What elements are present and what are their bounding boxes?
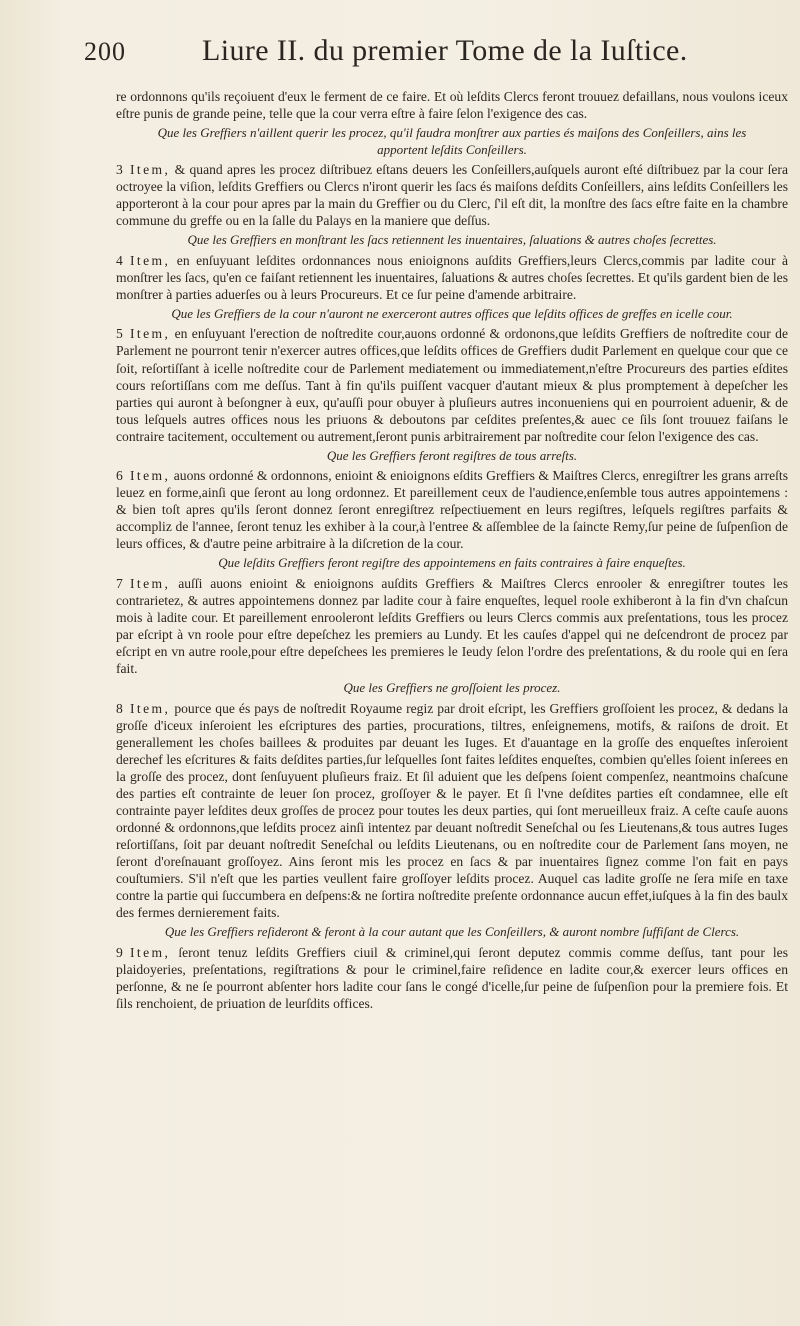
item-keyword: Item,	[130, 468, 171, 484]
section-heading: Que les Greffiers reſideront & feront à la cour autant que les Conſeillers, & auront nombre ſuffiſant de Clercs.	[164, 924, 740, 940]
article-text: en enſuyuant leſdites ordonnances nous enioignons auſdits Greffiers,leurs Clercs,commis par ladite cour à monſtrer les ſacs, qu'en ce faiſant retiennent les inuentaires, ſaluations & autres choſes ſecrettes. Et qu'ils gardent bien de les monſtrer à parties aduerſes ou à leurs Procureurs. Et ce ſur peine d'amende arbitraire.	[116, 252, 789, 302]
article-number: 8	[116, 700, 123, 716]
article-number: 6	[116, 468, 123, 484]
item-keyword: Item,	[130, 575, 171, 591]
continuation-paragraph: re ordonnons qu'ils reçoiuent d'eux le ferment de ce faire. Et où leſdits Clercs feront trouuez defaillans, nous voulons iceux eſtre punis de grande peine, telle que la cour verra eſtre à faire ſelon l'exigence des cas.	[116, 89, 788, 122]
article-number: 4	[116, 252, 123, 268]
article-paragraph	[116, 467, 788, 552]
article-text: ſeront tenuz leſdits Greffiers ciuil & criminel,qui ſeront deputez commis comme deſſus, tant pour les plaidoyeries, preſentations, regiſtrations & pour le criminel,faire reſidence en ladite cour,& exercer leurs offices en perſonne, & ne ſe pourront abſenter hors ladite cour ſans le congé d'icelle,ſur peine de ſuſpenſion pour la premiere fois. Et ſils renchoient, de priuation de leurſdits offices.	[116, 944, 788, 1012]
section-heading: Que leſdits Greffiers feront regiſtre des appointemens en faits contraires à faire enqueſtes.	[218, 555, 686, 571]
article-text: auons ordonné & ordonnons, enioint & enioignons eſdits Greffiers & Maiſtres Clercs, enregiſtrer les grans arreſts leuez en forme,ainſi que ſeront au long ordonnez. Et pareillement ceux de l'audience,enſemble tous autres appointemens : & bien toſt apres qu'ils ſeront donnez ſeront enregiſtrez reſpectiuement en leurs regiſtres, leſquels regiſtres parfaits & accompliz de l'annee, ſeront tenuz les exhiber à la cour,à l'entree & aſſemblee de la ſaincte Remy,ſur peine de ſuſpenſion de leurs offices, & d'autre peine arbitraire à la diſcretion de la cour.	[116, 468, 788, 552]
item-keyword: Item,	[130, 700, 171, 716]
article-paragraph	[116, 700, 788, 922]
article-paragraph	[116, 575, 788, 677]
article-paragraph	[116, 944, 788, 1012]
page-header	[80, 34, 780, 74]
article-paragraph	[116, 161, 788, 229]
article-text: pource que és pays de noſtredit Royaume regiz par droit eſcript, les Greffiers groſſoient les procez, & dedans la groſſe d'iceux inſeroient les eſcriptures des parties, procurations, tiltres, enſeignemens, motifs, & raiſons de droit. Et generallement les choſes baillees & produites par deuant les Iuges. Et d'auantage en la groſſe des enqueſtes inſeroient derechef les eſcritures & faits deſdites parties,ſur leſquelles ſont faites leſdites enqueſtes, combien qu'elles ſoient inſerees en la groſſe des procez, dont ſenſuyuent pluſieurs fraiz. Et ſil aduient que les deſpens ſoient compenſez, neantmoins chaſcune des parties eſt contrainte de leuer ſon procez, groſſoyer & le payer. Et ſi l'vne deſdites parties eſt condamnee, elle eſt contrainte payer leſdites deux groſſes de procez pour toutes les deux parties, qui ſont merueilleux fraiz. A ceſte cauſe auons ordonné & ordonnons,que leſdits procez ainſi intentez par deuant noſtredit Seneſchal ou ſes Lieutenans,& tous autres Iuges reſortiſſans, ſoit par deuant noſtredit Seneſchal ou leſdits Lieutenans, ou en noſtredite cour de Parlement ſans moyen, ne ſeront d'oreſnauant groſſoyez. Ains ſeront mis les procez en ſacs & par inuentaires ſignez comme l'on fait en pays couſtumiers. S'il n'eſt que les parties veullent faire groſſoyer leſdits procez. Auquel cas ladite groſſe ne ſera miſe en taxe contre la partie qui ſuccumbera en deſpens:& ne ſortira noſtredite preſente ordonnance aucun effet,iuſques à la fin des baulx des fermes dernierement faits.	[116, 700, 788, 921]
article-paragraph	[116, 325, 788, 444]
page-number: 200	[84, 37, 126, 66]
section-heading: Que les Greffiers feront regiſtres de tous arreſts.	[326, 447, 578, 463]
article-number: 7	[116, 575, 123, 591]
item-keyword: Item,	[130, 252, 171, 268]
article-number: 3	[116, 162, 123, 178]
item-keyword: Item,	[130, 162, 171, 178]
article-number: 5	[116, 326, 123, 342]
section-heading: Que les Greffiers de la cour n'auront ne exerceront autres offices que leſdits offices de greffes en icelle cour.	[171, 305, 733, 321]
article-text: & quand apres les procez diſtribuez eſtans deuers les Conſeillers,auſquels auront eſté diſtribuez par la cour ſera octroyee la viſion, leſdits Greffiers ou Clercs n'iront querir les ſacs és maiſons deſdits Conſeillers, ains leſdits Conſeillers les apporteront à la cour pour apres par la main du Greffier ou du Clerc, ſ'il eſt dit, la monſtre des ſacs eſtre faite en la chambre commune du greffe ou en la ſalle du Palays en la maniere que deſſus.	[116, 162, 788, 229]
article-text: en enſuyuant l'erection de noſtredite cour,auons ordonné & ordonons,que leſdits Greffiers de noſtredite cour de Parlement ne pourront tenir n'exercer autres offices,que leſdits offices de Greffiers dudit Parlement en quelque cour que ce ſoit, reſortiſſant à icelle noſtredite cour de Parlement mediatement ou immediatement,n'eſtre Procureurs des parties eſdites cours reſortiſſans com me deſſus. Tant à fin qu'ils puiſſent vacquer d'autant mieux & plus promptement à depeſcher les parties qui auront à beſongner à eux, qu'auſſi pour obuyer à pluſieurs autres inconueniens qui en pourroient aduenir, & de tous leſquels autres offices nous les priuons & deboutons par ceſdites preſentes,& auec ce ſils ſont trouuez faiſans le contraire tacitement, occultement ou autrement,ſeront punis arbitrairement par noſtredite cour ſelon l'exigence des cas.	[116, 326, 788, 444]
article-text: auſſi auons enioint & enioignons auſdits Greffiers & Maiſtres Clercs enrooler & enregiſtrer toutes les contrarietez, & autres appointemens donnez par ladite cour à faire enqueſtes, lequel roole exhiberont à la fin d'vn chaſcun mois à ladite cour. Et pareillement enrooleront leſdits Greffiers ou leurs Clercs commis aux preſentations, tous les procez par eſcript à vn roole pour eſtre depeſchez les premiers au Lundy. Et les cauſes d'appel qui ne deſcendront de procez par eſcript en vn autre roole,pour eſtre depeſchees les premieres le Ieudy ſelon l'ordre des preſentations, & du roole qui en ſera fait.	[116, 575, 788, 677]
article-number: 9	[116, 944, 123, 960]
section-heading: Que les Greffiers n'aillent querir les procez, qu'il faudra monſtrer aux parties és maiſons des Conſeillers, ains les apportent leſdits Conſeillers.	[157, 125, 747, 157]
running-head: Liure II. du premier Tome de la Iuſtice.	[202, 34, 688, 67]
section-heading: Que les Greffiers en monſtrant les ſacs retiennent les inuentaires, ſaluations & autres choſes ſecrettes.	[187, 232, 717, 248]
item-keyword: Item,	[130, 326, 171, 342]
article-paragraph	[116, 252, 788, 303]
body-text	[116, 88, 788, 1012]
section-heading: Que les Greffiers ne groſſoient les procez.	[343, 680, 561, 696]
item-keyword: Item,	[130, 944, 171, 960]
